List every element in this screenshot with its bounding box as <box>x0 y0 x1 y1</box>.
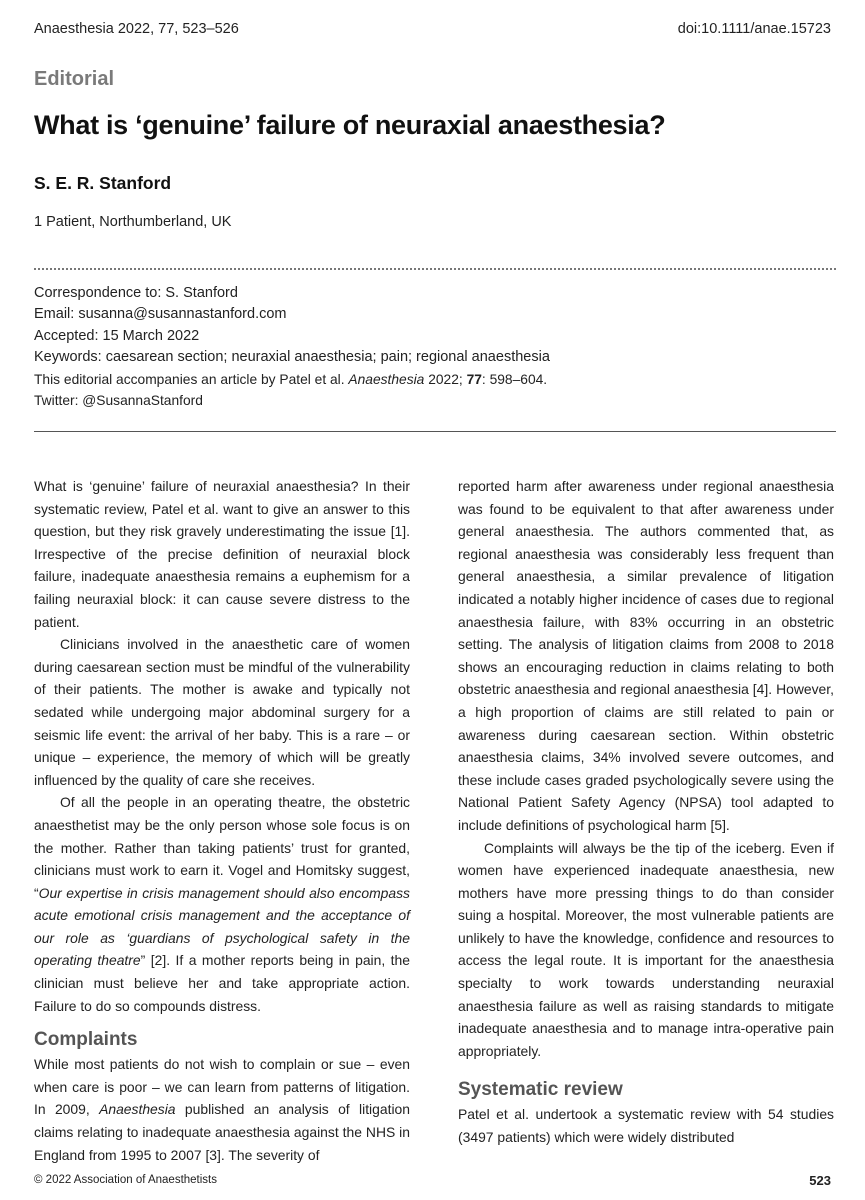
keywords-line: Keywords: caesarean section; neuraxial anaesthesia; pain; regional anaesthesia <box>34 349 550 366</box>
paragraph: Patel et al. undertook a systematic review with 54 studies (3497 patients) which were widely distributed <box>458 1106 834 1146</box>
correspondence-line: Correspondence to: S. Stanford <box>34 285 238 301</box>
email-line[interactable]: Email: susanna@susannastanford.com <box>34 306 287 323</box>
section-label: Editorial <box>34 68 115 90</box>
section-heading-complaints: Complaints <box>34 1029 138 1051</box>
journal-citation: Anaesthesia 2022, 77, 523–526 <box>34 21 239 37</box>
dotted-divider <box>34 268 836 270</box>
page-number: 523 <box>809 1173 831 1188</box>
paragraph: Complaints will always be the tip of the iceberg. Even if women have experienced inadequate anaesthesia, new mothers have more pressing things to do than consider suing a hospital. Moreover, the most vulnerable patients are unlikely to have the knowledge, confidence and resources to access the legal route. It is important for the anaesthesia specialty to work towards understanding neuraxial anaesthesia failure as well as raising standards to mitigate inadequate anaesthesia and to manage intra-operative pain appropriately. <box>458 839 834 1059</box>
paragraph: reported harm after awareness under regional anaesthesia was found to be equivalent to that after awareness under general anaesthesia. The authors commented that, as regional anaesthesia was considerably less frequent than general anaesthesia, a similar prevalence of litigation indicated a notably higher incidence of cases due to regional anaesthesia failure, with 83% occurring in an obstetric setting. The analysis of litigation claims from 2008 to 2018 shows an encouraging reduction in claims relating to both obstetric anaesthesia and regional anaesthesia [4]. However, a high proportion of claims are still related to pain or awareness during caesarean section. Within obstetric anaesthesia claims, 34% involved severe outcomes, and these include cases graded psychologically severe using the National Patient Safety Agency (NPSA) tool adapted to include definitions of psychological harm [5]. <box>458 478 834 833</box>
paragraph: Clinicians involved in the anaesthetic care of women during caesarean section must be mindful of the vulnerability of their patients. The mother is awake and typically not sedated while undergoing major abdominal surgery for a seismic life event: the arrival of her baby. This is a rare – or unique – experience, the memory of which will be greatly influenced by the quality of care she receives. <box>34 636 410 788</box>
doi-link[interactable]: doi:10.1111/anae.15723 <box>677 21 831 37</box>
correspondence-block <box>34 283 550 411</box>
accepted-line: Accepted: 15 March 2022 <box>34 327 200 344</box>
section-heading-systematic-review: Systematic review <box>458 1079 623 1101</box>
accompany-line: This editorial accompanies an article by Patel et al. Anaesthesia 2022; 77: 598–604. <box>34 371 548 387</box>
body-column-right <box>458 475 834 1149</box>
copyright: © 2022 Association of Anaesthetists <box>34 1174 218 1186</box>
paragraph: Of all the people in an operating theatre, the obstetric anaesthetist may be the only person whose sole focus is on the mother. Rather than taking patients’ trust for granted, clinicians must work to earn it. Vogel and Homitsky suggest, “Our expertise in crisis management should also encompass acute emotional crisis management and the acceptance of our role as ‘guardians of psychological safety in the operating theatre” [2]. If a mother reports being in pain, the clinician must believe her and take appropriate action. Failure to do so compounds distress. <box>34 794 410 1014</box>
paragraph: What is ‘genuine’ failure of neuraxial anaesthesia? In their systematic review, Patel et al. want to give an answer to this question, but they risk gravely underestimating the issue [1]. Irrespective of the precise definition of neuraxial block failure, inadequate anaesthesia remains a euphemism for a failing neuraxial block: it can cause severe distress to the patient. <box>34 478 410 630</box>
paragraph: While most patients do not wish to complain or sue – even when care is poor – we can learn from patterns of litigation. In 2009, Anaesthesia published an analysis of litigation claims relating to inadequate anaesthesia against the NHS in England from 1995 to 2007 [3]. The severity of <box>34 1056 410 1163</box>
author-affiliation: 1 Patient, Northumberland, UK <box>34 214 232 230</box>
article-title: What is ‘genuine’ failure of neuraxial anaesthesia? <box>34 110 666 140</box>
body-column-left <box>34 475 410 1166</box>
solid-divider <box>34 431 836 432</box>
author-name: S. E. R. Stanford <box>34 173 172 193</box>
twitter-line[interactable]: Twitter: @SusannaStanford <box>34 393 203 409</box>
